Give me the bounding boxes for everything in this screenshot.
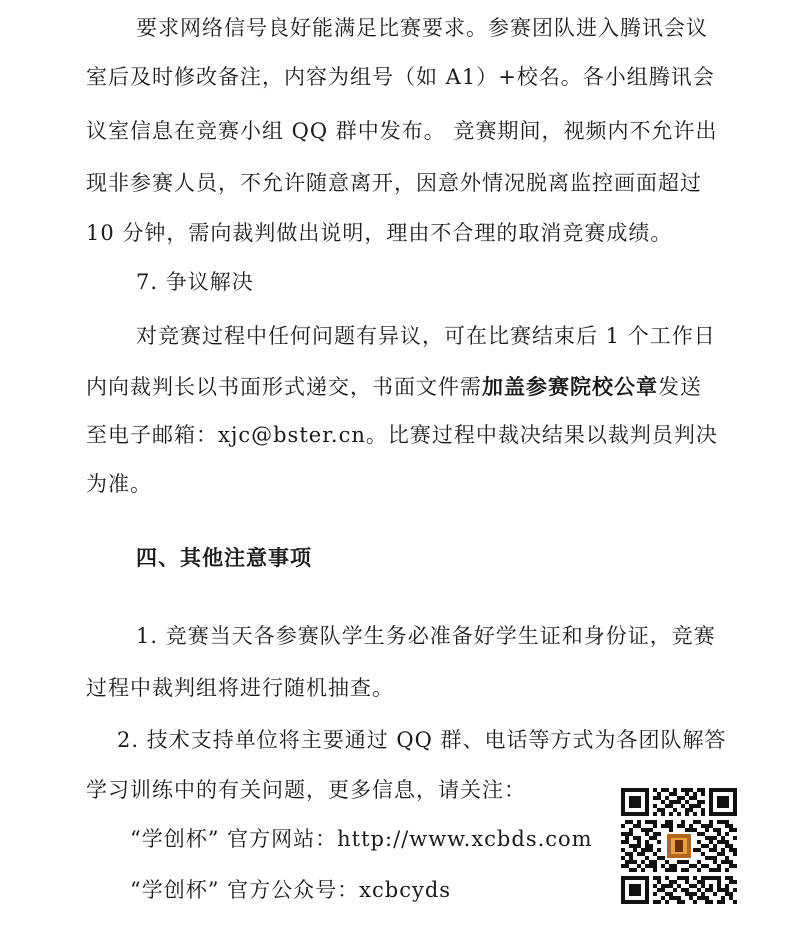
paragraph-line: 要求网络信号良好能满足比赛要求。参赛团队进入腾讯会议 — [136, 16, 708, 40]
list-item-line: 1. 竞赛当天各参赛队学生务必准备好学生证和身份证，竞赛 — [136, 624, 716, 648]
list-item-line: 过程中裁判组将进行随机抽查。 — [86, 676, 394, 700]
section-title: 7. 争议解决 — [136, 270, 254, 294]
paragraph-line: 议室信息在竞赛小组 QQ 群中发布。 竞赛期间，视频内不允许出 — [86, 119, 718, 143]
wechat-line: “学创杯” 官方公众号：xcbcyds — [130, 878, 452, 902]
text-segment: 发送 — [658, 375, 702, 399]
list-item-line: 学习训练中的有关问题，更多信息，请关注： — [86, 778, 526, 802]
paragraph-line: 10 分钟，需向裁判做出说明，理由不合理的取消竞赛成绩。 — [86, 221, 673, 245]
text-segment: 内向裁判长以书面形式递交，书面文件需 — [86, 375, 482, 399]
paragraph-line: 现非参赛人员，不允许随意离开，因意外情况脱离监控画面超过 — [86, 171, 702, 195]
website-line: “学创杯” 官方网站：http://www.xcbds.com — [130, 827, 593, 851]
paragraph-line: 至电子邮箱：xjc@bster.cn。比赛过程中裁决结果以裁判员判决 — [86, 423, 718, 447]
section-heading: 四、其他注意事项 — [136, 546, 312, 570]
list-item-line: 2. 技术支持单位将主要通过 QQ 群、电话等方式为各团队解答 — [117, 728, 727, 752]
emphasis-text: 加盖参赛院校公章 — [482, 374, 658, 399]
paragraph-line: 室后及时修改备注，内容为组号（如 A1）+校名。各小组腾讯会 — [86, 65, 715, 89]
paragraph-line-with-emphasis — [86, 376, 702, 398]
paragraph-line: 为准。 — [86, 472, 152, 496]
qr-code-icon — [621, 788, 737, 904]
paragraph-line: 对竞赛过程中任何问题有异议，可在比赛结束后 1 个工作日 — [136, 324, 716, 348]
